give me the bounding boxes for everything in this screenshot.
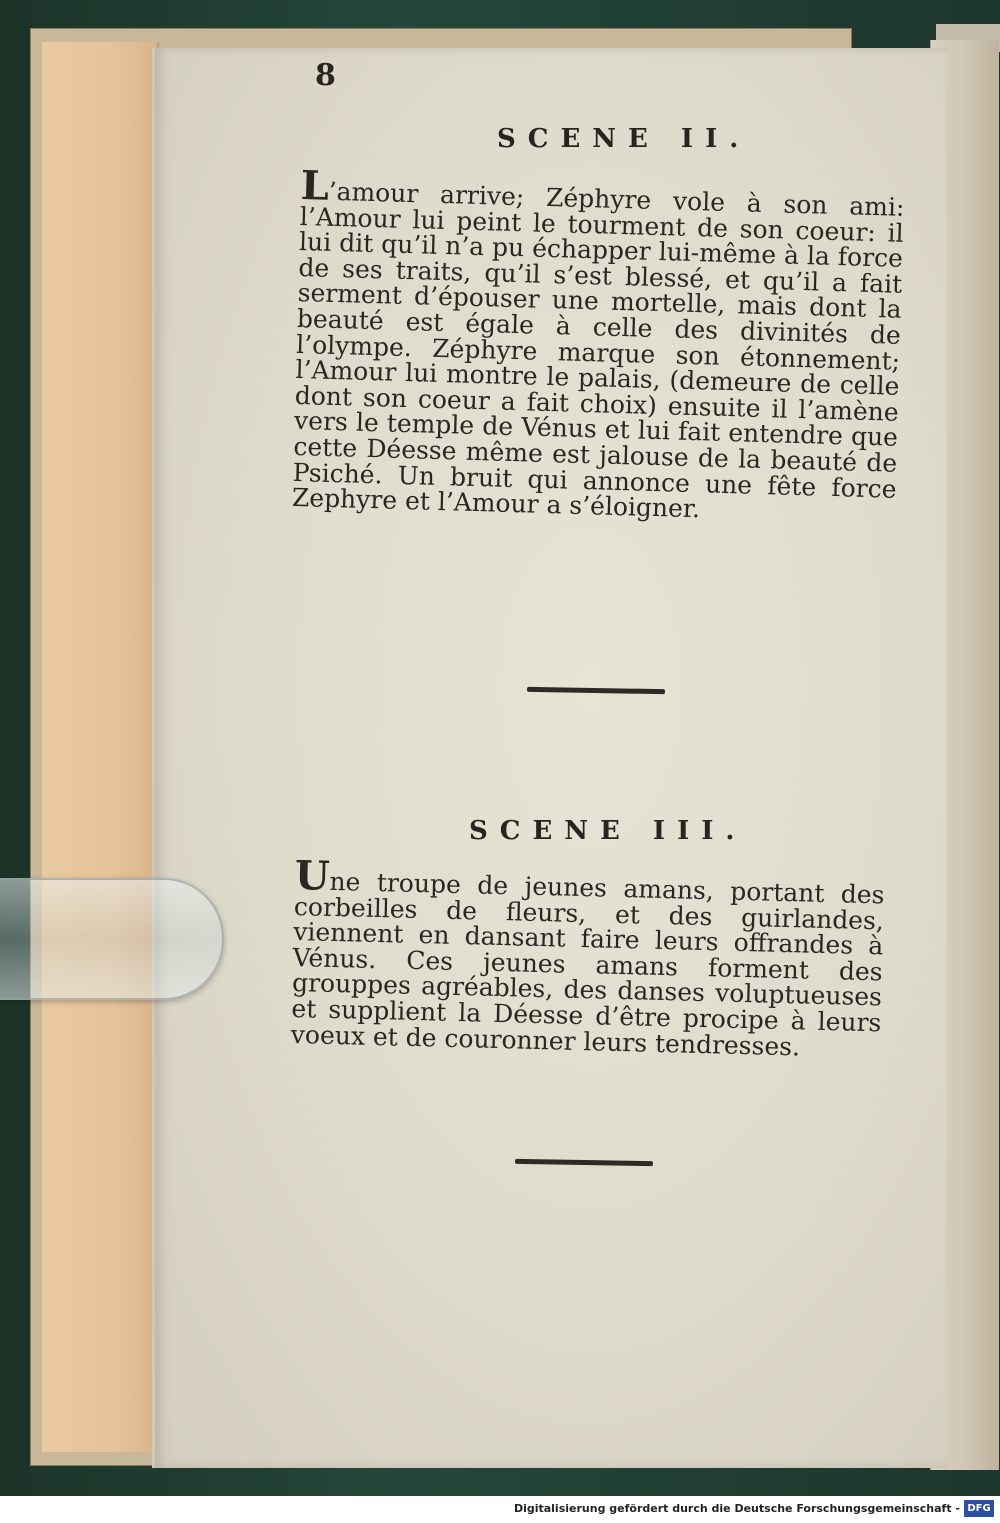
digitization-footer bbox=[0, 1496, 1000, 1523]
page-number: 8 bbox=[315, 58, 336, 93]
scene-3-heading: SCENE III. bbox=[469, 816, 747, 846]
scene-3-paragraph: ne troupe de jeunes amans, portant des corbeilles de fleurs, et des guirlandes, viennent en dansant faire leurs offrandes à Vénus. Ces jeunes amans forment des grouppes agréables, des danses voluptueuses et supplient la Déesse d’être procipe à leurs voeux et de couronner leurs tendresses. bbox=[290, 866, 885, 1061]
scene-3-text bbox=[290, 852, 885, 1062]
binding-endpaper bbox=[42, 42, 159, 1452]
page-holder-clip bbox=[0, 878, 224, 1000]
scene-2-drop-cap: L bbox=[300, 162, 330, 210]
funding-credit: Digitalisierung gefördert durch die Deutsche Forschungsgemeinschaft - bbox=[513, 1502, 960, 1515]
scene-3-drop-cap: U bbox=[294, 852, 331, 900]
section-divider-rule bbox=[527, 687, 665, 694]
dfg-logo-icon: DFG bbox=[964, 1500, 994, 1517]
scene-2-text bbox=[291, 162, 905, 527]
scene-2-paragraph: ’amour arrive; Zéphyre vole à son ami: l’Amour lui peint le tourment de son coeur: il lui dit qu’il n’a pu échapper lui-même à la force de ses traits, qu’il s’est blessé, et qu’il a fait serment d’épouser une mortelle, mais dont la beauté est égale à celle des divinités de l’olympe. Zéphyre marque son étonnement; l’Amour lui montre le palais, (demeure de celle dont son coeur a fait choix) ensuite il l’amène vers le temple de Vénus et lui fait entendre que cette Déesse même est jalouse de la beauté de Psiché. Un bruit qui annonce une fête force Zephyre et l’Amour a s’éloigner. bbox=[291, 176, 905, 524]
scene-2-heading: SCENE II. bbox=[497, 124, 751, 154]
book-page bbox=[152, 48, 947, 1468]
end-divider-rule bbox=[515, 1159, 653, 1166]
